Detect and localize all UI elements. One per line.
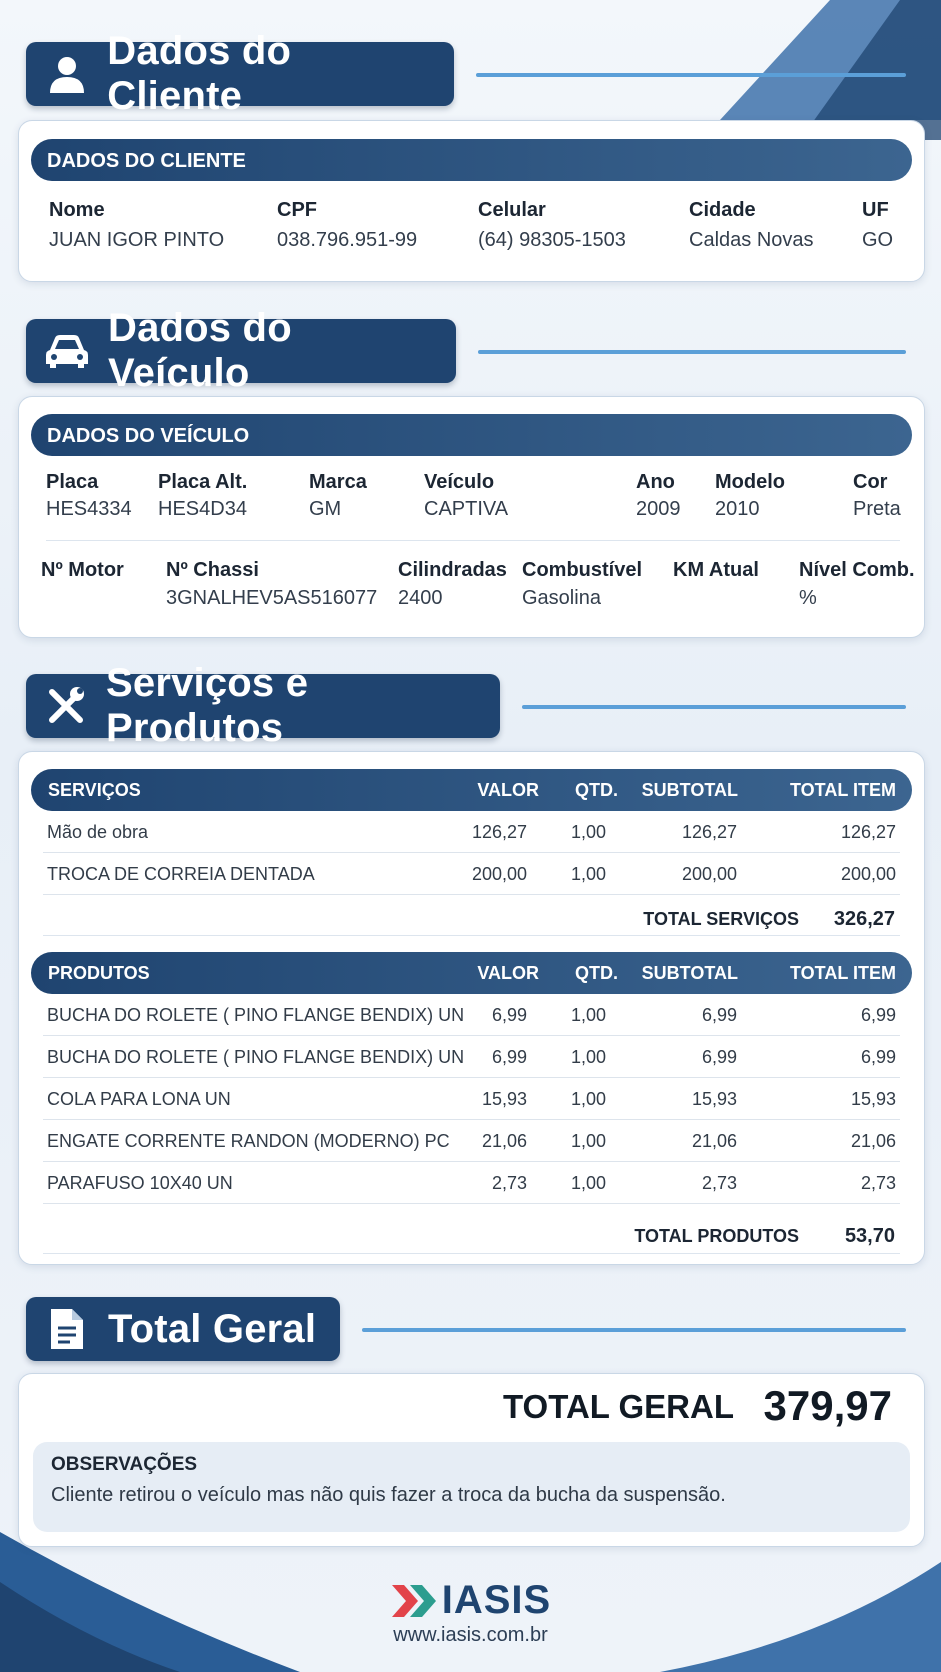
service-total: 126,27 [840, 822, 896, 842]
services-col-name: SERVIÇOS [48, 780, 141, 800]
grand-total-value: 379,97 [763, 1382, 892, 1429]
vehicle-displacement-value: 2400 [398, 587, 443, 609]
products-col-name: PRODUTOS [48, 963, 150, 983]
vehicle-brand-label: Marca [309, 471, 367, 493]
services-col-qty: QTD. [575, 780, 618, 800]
service-name: Mão de obra [47, 822, 149, 842]
client-phone-label: Celular [478, 199, 546, 221]
footer-url[interactable]: www.iasis.com.br [393, 1624, 548, 1646]
client-city-value: Caldas Novas [689, 229, 814, 251]
vehicle-section-title: Dados do Veículo [108, 306, 292, 395]
client-city-label: Cidade [689, 199, 756, 221]
client-band [31, 139, 912, 181]
service-name: TROCA DE CORREIA DENTADA [47, 864, 315, 884]
product-subtotal: 21,06 [691, 1131, 737, 1151]
client-band-title: DADOS DO CLIENTE [47, 150, 246, 172]
product-qty: 1,00 [570, 1089, 606, 1109]
products-total-divider [43, 1253, 900, 1254]
product-name: PARAFUSO 10X40 UN [47, 1173, 233, 1193]
observations-title: OBSERVAÇÕES [51, 1454, 198, 1475]
observations-box [33, 1442, 910, 1532]
items-section-title: Serviços e Produtos [106, 661, 309, 750]
products-table-header [31, 952, 912, 994]
product-subtotal: 2,73 [701, 1173, 737, 1193]
items-card [18, 751, 925, 1265]
client-name-value: JUAN IGOR PINTO [49, 229, 225, 251]
product-name: BUCHA DO ROLETE ( PINO FLANGE BENDIX) UN [47, 1047, 465, 1067]
product-qty: 1,00 [570, 1005, 606, 1025]
vehicle-divider [46, 540, 900, 541]
vehicle-color-label: Cor [853, 471, 888, 493]
car-icon [44, 328, 90, 374]
services-col-total: TOTAL ITEM [790, 780, 896, 800]
logo-chevrons-icon [390, 1581, 440, 1621]
vehicle-section-header [26, 306, 456, 395]
items-section-header [26, 661, 500, 750]
products-col-qty: QTD. [575, 963, 618, 983]
vehicle-brand-value: GM [309, 498, 342, 520]
services-total-value: 326,27 [833, 908, 895, 930]
product-subtotal: 6,99 [701, 1047, 737, 1067]
vehicle-header-line [478, 350, 906, 354]
client-phone-value: (64) 98305-1503 [478, 229, 626, 251]
services-row [43, 853, 900, 895]
services-col-value: VALOR [477, 780, 539, 800]
services-total-label: TOTAL SERVIÇOS [643, 909, 799, 929]
total-section-header [26, 1297, 340, 1361]
products-total-value: 53,70 [844, 1225, 895, 1247]
document-icon [44, 1306, 90, 1352]
vehicle-year-label: Ano [636, 471, 675, 493]
product-total: 6,99 [860, 1047, 896, 1067]
product-qty: 1,00 [570, 1047, 606, 1067]
product-value: 2,73 [491, 1173, 527, 1193]
products-row [43, 1162, 900, 1204]
items-header-line [522, 705, 906, 709]
total-section-title: Total Geral [108, 1306, 317, 1351]
service-value: 126,27 [471, 822, 527, 842]
vehicle-band-title: DADOS DO VEÍCULO [47, 425, 250, 447]
vehicle-plate-value: HES4334 [46, 498, 132, 520]
services-table-header [31, 769, 912, 811]
vehicle-year-value: 2009 [636, 498, 681, 520]
products-row [43, 994, 900, 1036]
vehicle-band [31, 414, 912, 456]
product-total: 6,99 [860, 1005, 896, 1025]
service-value: 200,00 [471, 864, 527, 884]
products-col-value: VALOR [477, 963, 539, 983]
product-qty: 1,00 [570, 1173, 606, 1193]
services-row [43, 811, 900, 853]
products-row [43, 1078, 900, 1120]
vehicle-fuel-level-label: Nível Comb. [799, 559, 915, 581]
vehicle-fuel-level-value: % [799, 587, 817, 609]
product-qty: 1,00 [570, 1131, 606, 1151]
vehicle-alt-plate-value: HES4D34 [158, 498, 247, 520]
client-cpf-value: 038.796.951-99 [277, 229, 418, 251]
service-qty: 1,00 [570, 822, 606, 842]
vehicle-model-name-label: Veículo [424, 471, 495, 493]
vehicle-color-value: Preta [853, 498, 901, 520]
logo-text: IASIS [441, 1578, 552, 1622]
total-header-line [362, 1328, 906, 1332]
total-card [18, 1373, 925, 1547]
vehicle-fuel-value: Gasolina [522, 587, 601, 609]
product-total: 2,73 [860, 1173, 896, 1193]
client-state-value: GO [862, 229, 894, 251]
grand-total-label: TOTAL GERAL [503, 1388, 734, 1425]
vehicle-chassis-label: Nº Chassi [166, 559, 259, 581]
products-total-label: TOTAL PRODUTOS [634, 1226, 799, 1246]
client-cpf-label: CPF [277, 199, 317, 221]
client-section-header [26, 29, 454, 118]
client-card [18, 120, 925, 282]
services-col-subtotal: SUBTOTAL [641, 780, 738, 800]
vehicle-km-label: KM Atual [673, 559, 759, 581]
vehicle-chassis-value: 3GNALHEV5AS516077 [166, 587, 378, 609]
product-total: 15,93 [850, 1089, 896, 1109]
vehicle-model-year-label: Modelo [715, 471, 785, 493]
vehicle-fuel-label: Combustível [522, 559, 643, 581]
tools-icon [44, 683, 88, 729]
product-value: 21,06 [481, 1131, 527, 1151]
product-name: BUCHA DO ROLETE ( PINO FLANGE BENDIX) UN [47, 1005, 465, 1025]
client-state-label: UF [862, 199, 889, 221]
product-value: 15,93 [481, 1089, 527, 1109]
vehicle-card [18, 396, 925, 638]
services-total-divider [43, 935, 900, 936]
client-name-label: Nome [49, 199, 105, 221]
vehicle-engine-label: Nº Motor [41, 559, 124, 581]
vehicle-plate-label: Placa [46, 471, 99, 493]
footer-logo [0, 1578, 941, 1626]
product-name: ENGATE CORRENTE RANDON (MODERNO) PC [47, 1131, 450, 1151]
service-subtotal: 126,27 [681, 822, 737, 842]
products-row [43, 1120, 900, 1162]
products-col-total: TOTAL ITEM [790, 963, 896, 983]
observations-text: Cliente retirou o veículo mas não quis fazer a troca da bucha da suspensão. [51, 1484, 726, 1506]
vehicle-alt-plate-label: Placa Alt. [158, 471, 248, 493]
service-qty: 1,00 [570, 864, 606, 884]
service-total: 200,00 [840, 864, 896, 884]
vehicle-model-year-value: 2010 [715, 498, 760, 520]
vehicle-displacement-label: Cilindradas [398, 559, 507, 581]
service-subtotal: 200,00 [681, 864, 737, 884]
client-section-title: Dados do Cliente [107, 29, 292, 118]
client-header-line [476, 73, 906, 77]
product-value: 6,99 [491, 1047, 527, 1067]
product-total: 21,06 [850, 1131, 896, 1151]
product-value: 6,99 [491, 1005, 527, 1025]
vehicle-model-name-value: CAPTIVA [424, 498, 509, 520]
user-icon [44, 51, 89, 97]
product-name: COLA PARA LONA UN [47, 1089, 231, 1109]
product-subtotal: 6,99 [701, 1005, 737, 1025]
products-col-subtotal: SUBTOTAL [641, 963, 738, 983]
product-subtotal: 15,93 [691, 1089, 737, 1109]
products-row [43, 1036, 900, 1078]
